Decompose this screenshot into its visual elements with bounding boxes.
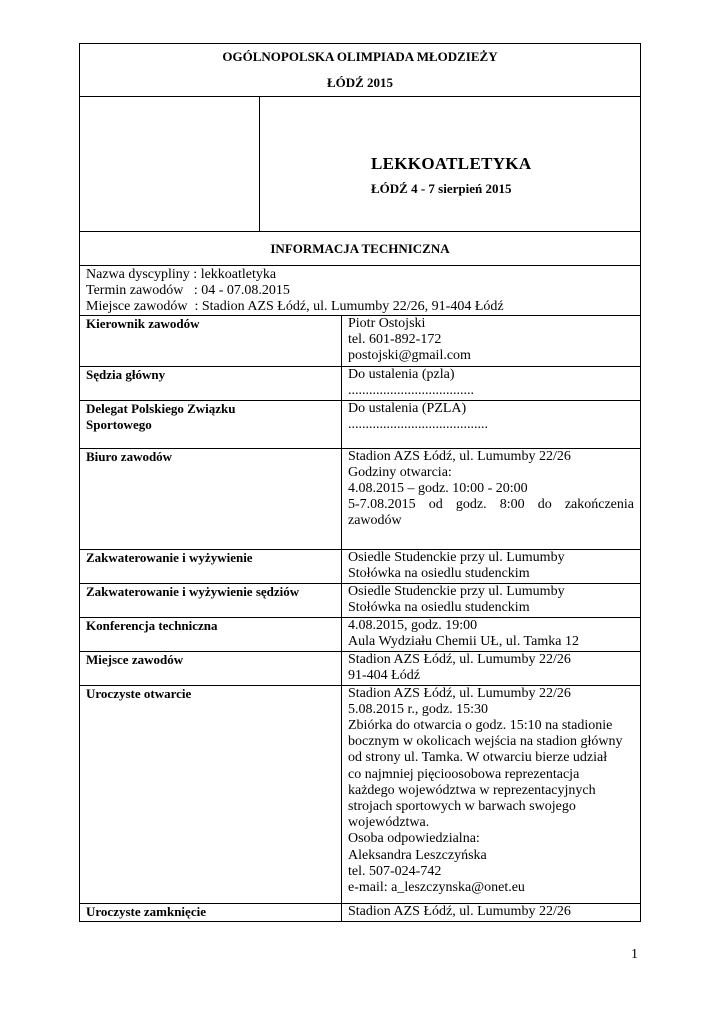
row-label: Kierownik zawodów — [80, 316, 342, 366]
value-line: strojach sportowych w barwach swojego — [348, 798, 576, 814]
value-line: Stadion AZS Łódź, ul. Lumumby 22/26 — [348, 448, 571, 464]
row-value — [342, 583, 641, 617]
table-row — [80, 400, 640, 448]
value-line: bocznym w okolicach wejścia na stadion główny — [348, 734, 623, 750]
header-subtitle: ŁÓDŹ 2015 — [326, 75, 394, 90]
table-row — [80, 366, 640, 400]
value-line: Piotr Ostojski — [348, 316, 426, 331]
row-label: Miejsce zawodów — [80, 651, 342, 685]
row-label: Zakwaterowanie i wyżywienie sędziów — [80, 583, 342, 617]
table-row — [80, 651, 640, 685]
value-line: postojski@gmail.com — [348, 348, 471, 364]
meta-venue: Miejsce zawodów : Stadion AZS Łódź, ul. Lumumby 22/26, 91-404 Łódź — [86, 299, 504, 314]
meta-block — [80, 266, 640, 316]
value-line: Do ustalenia (PZLA) — [348, 400, 467, 416]
table-row — [80, 316, 640, 366]
value-line: Godziny otwarcia: — [348, 464, 452, 480]
value-line: tel. 601-892-172 — [348, 332, 442, 348]
row-value — [342, 549, 641, 583]
value-line: Osoba odpowiedzialna: — [348, 831, 480, 847]
row-value — [342, 685, 641, 903]
value-line: od strony ul. Tamka. W otwarciu bierze udział — [348, 750, 608, 766]
value-line: .................................... — [348, 382, 474, 398]
value-line: co najmniej pięcioosobowa reprezentacja — [348, 766, 580, 782]
logo-cell — [80, 97, 260, 231]
logo-row — [80, 97, 640, 232]
document-frame — [79, 43, 641, 922]
value-line: tel. 507-024-742 — [348, 863, 442, 879]
row-value — [342, 316, 641, 366]
value-line: 4.08.2015, godz. 19:00 — [348, 617, 478, 633]
table-row — [80, 617, 640, 651]
row-value — [342, 366, 641, 400]
row-label — [80, 400, 342, 448]
row-label: Sędzia główny — [80, 366, 342, 400]
value-line: Zbiórka do otwarcia o godz. 15:10 na stadionie — [348, 717, 613, 733]
value-line: 5.08.2015 r., godz. 15:30 — [348, 701, 488, 717]
table-row — [80, 448, 640, 549]
row-value — [342, 617, 641, 651]
table-row — [80, 903, 640, 921]
value-line: 4.08.2015 – godz. 10:00 - 20:00 — [348, 480, 528, 496]
meta-discipline: Nazwa dyscypliny : lekkoatletyka — [86, 267, 277, 282]
header-block — [80, 44, 640, 97]
label-line: Sportowego — [86, 416, 152, 432]
value-line: 5-7.08.2015 od godz. 8:00 do zakończenia zawodów — [348, 497, 634, 529]
page-number: 1 — [631, 947, 638, 962]
value-line: Stołówka na osiedlu studenckim — [348, 565, 530, 581]
row-value — [342, 400, 641, 448]
row-value — [342, 903, 641, 921]
event-title: LEKKOATLETYKA — [371, 154, 532, 173]
value-line: 91-404 Łódź — [348, 667, 420, 683]
header-title: OGÓLNOPOLSKA OLIMPIADA MŁODZIEŻY — [222, 49, 498, 64]
row-value — [342, 651, 641, 685]
row-label: Biuro zawodów — [80, 448, 342, 549]
label-line: Delegat Polskiego Związku — [86, 400, 236, 416]
event-date: ŁÓDŹ 4 - 7 sierpień 2015 — [371, 181, 512, 196]
row-label: Zakwaterowanie i wyżywienie — [80, 549, 342, 583]
info-table — [80, 316, 640, 921]
row-label: Konferencja techniczna — [80, 617, 342, 651]
value-line: Stadion AZS Łódź, ul. Lumumby 22/26 — [348, 685, 571, 701]
table-row — [80, 685, 640, 903]
meta-dates: Termin zawodów : 04 - 07.08.2015 — [86, 283, 290, 298]
value-line: Aleksandra Leszczyńska — [348, 847, 487, 863]
value-line: Stadion AZS Łódź, ul. Lumumby 22/26 — [348, 903, 571, 919]
row-value — [342, 448, 641, 549]
value-line: Stołówka na osiedlu studenckim — [348, 599, 530, 615]
table-row — [80, 583, 640, 617]
value-line: Osiedle Studenckie przy ul. Lumumby — [348, 583, 565, 599]
row-label: Uroczyste otwarcie — [80, 685, 342, 903]
value-line: e-mail: a_leszczynska@onet.eu — [348, 879, 525, 895]
table-row — [80, 549, 640, 583]
row-label: Uroczyste zamknięcie — [80, 903, 342, 921]
value-line: ........................................ — [348, 416, 488, 432]
value-line: każdego województwa w reprezentacyjnych — [348, 782, 596, 798]
value-line: Aula Wydziału Chemii UŁ, ul. Tamka 12 — [348, 633, 579, 649]
info-header: INFORMACJA TECHNICZNA — [80, 232, 640, 266]
value-line: Do ustalenia (pzla) — [348, 366, 455, 382]
value-line: województwa. — [348, 815, 430, 831]
value-line: Osiedle Studenckie przy ul. Lumumby — [348, 549, 565, 565]
value-line: Stadion AZS Łódź, ul. Lumumby 22/26 — [348, 651, 571, 667]
